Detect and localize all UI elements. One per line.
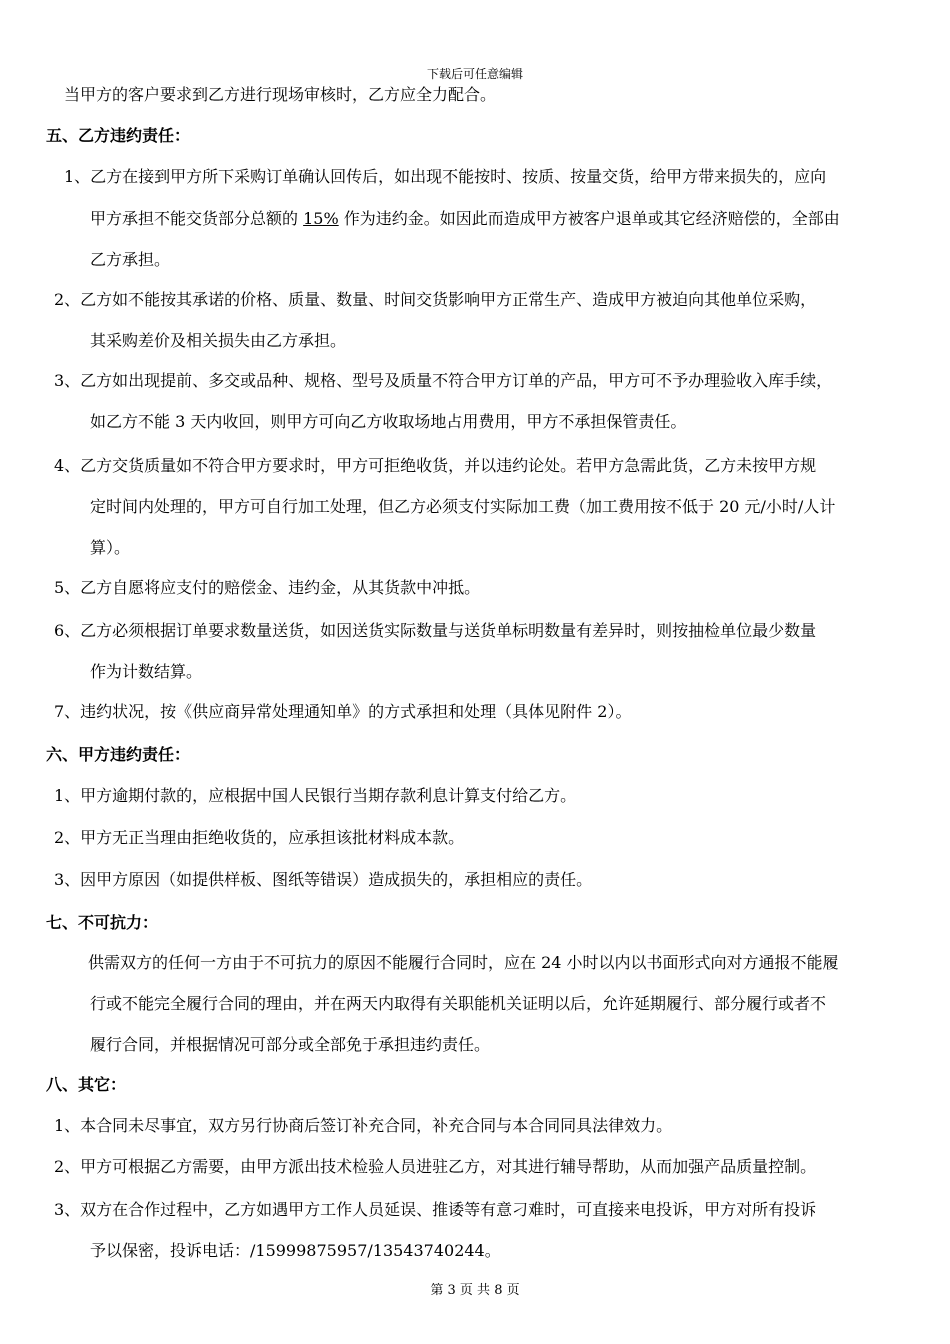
item-1-line-2-post: 作为违约金。如因此而造成甲方被客户退单或其它经济赔偿的，全部由 bbox=[343, 209, 840, 228]
section-6-item-2: 2、甲方无正当理由拒绝收货的，应承担该批材料成本款。 bbox=[54, 828, 465, 847]
section-7-line-1: 供需双方的任何一方由于不可抗力的原因不能履行合同时，应在 24 小时以内以书面形式向对方通报不能履 bbox=[88, 953, 839, 972]
section-8-item-3-line-1: 3、双方在合作过程中，乙方如遇甲方工作人员延误、推诿等有意刁难时，可直接来电投诉，甲方对所有投诉 bbox=[54, 1200, 817, 1219]
section-5-item-1-line-3: 乙方承担。 bbox=[90, 250, 171, 269]
section-5-item-3-line-2: 如乙方不能 3 天内收回，则甲方可向乙方收取场地占用费用，甲方不承担保管责任。 bbox=[90, 412, 687, 431]
section-5-item-4-line-3: 算）。 bbox=[90, 538, 131, 557]
section-5-item-4-line-2: 定时间内处理的，甲方可自行加工处理，但乙方必须支付实际加工费（加工费用按不低于 20 元/小时/人计 bbox=[90, 497, 836, 516]
section-8-item-2: 2、甲方可根据乙方需要，由甲方派出技术检验人员进驻乙方，对其进行辅导帮助，从而加强产品质量控制。 bbox=[54, 1157, 817, 1176]
section-8-item-1: 1、本合同未尽事宜，双方另行协商后签订补充合同，补充合同与本合同同具法律效力。 bbox=[54, 1116, 673, 1135]
penalty-rate: 15% bbox=[303, 209, 339, 228]
section-7-title: 七、不可抗力： bbox=[46, 913, 159, 932]
section-7-line-2: 行或不能完全履行合同的理由，并在两天内取得有关职能机关证明以后，允许延期履行、部分履行或者不 bbox=[90, 994, 827, 1013]
section-5-title: 五、乙方违约责任： bbox=[46, 126, 191, 145]
section-5-item-6-line-2: 作为计数结算。 bbox=[90, 662, 203, 681]
item-1-line-2-pre: 甲方承担不能交货部分总额的 bbox=[90, 209, 299, 228]
section-5-item-2-line-2: 其采购差价及相关损失由乙方承担。 bbox=[90, 331, 347, 350]
section-6-title: 六、甲方违约责任： bbox=[46, 745, 191, 764]
section-6-item-1: 1、甲方逾期付款的，应根据中国人民银行当期存款利息计算支付给乙方。 bbox=[54, 786, 577, 805]
section-6-item-3: 3、因甲方原因（如提供样板、图纸等错误）造成损失的，承担相应的责任。 bbox=[54, 870, 593, 889]
intro-paragraph: 当甲方的客户要求到乙方进行现场审核时，乙方应全力配合。 bbox=[64, 85, 497, 104]
section-8-title: 八、其它： bbox=[46, 1075, 127, 1094]
section-5-item-1-line-1: 1、乙方在接到甲方所下采购订单确认回传后，如出现不能按时、按质、按量交货，给甲方带来损失的，应向 bbox=[64, 167, 827, 186]
section-5-item-5: 5、乙方自愿将应支付的赔偿金、违约金，从其货款中冲抵。 bbox=[54, 578, 481, 597]
section-8-item-3-line-2: 予以保密，投诉电话：/15999875957/13543740244。 bbox=[90, 1241, 501, 1260]
section-5-item-6-line-1: 6、乙方必须根据订单要求数量送货，如因送货实际数量与送货单标明数量有差异时，则按抽检单位最少数量 bbox=[54, 621, 817, 640]
section-7-line-3: 履行合同，并根据情况可部分或全部免于承担违约责任。 bbox=[90, 1035, 491, 1054]
page-number-footer: 第 3 页 共 8 页 bbox=[430, 1283, 520, 1298]
section-5-item-3-line-1: 3、乙方如出现提前、多交或品种、规格、型号及质量不符合甲方订单的产品，甲方可不予办理验收入库手续， bbox=[54, 371, 833, 390]
section-5-item-1-line-2 bbox=[90, 209, 840, 229]
header-note: 下载后可任意编辑 bbox=[426, 67, 523, 81]
section-5-item-7: 7、违约状况，按《供应商异常处理通知单》的方式承担和处理（具体见附件 2）。 bbox=[54, 702, 632, 721]
section-5-item-2-line-1: 2、乙方如不能按其承诺的价格、质量、数量、时间交货影响甲方正常生产、造成甲方被迫向其他单位采购， bbox=[54, 290, 817, 309]
section-5-item-4-line-1: 4、乙方交货质量如不符合甲方要求时，甲方可拒绝收货，并以违约论处。若甲方急需此货，乙方未按甲方规 bbox=[54, 456, 817, 475]
